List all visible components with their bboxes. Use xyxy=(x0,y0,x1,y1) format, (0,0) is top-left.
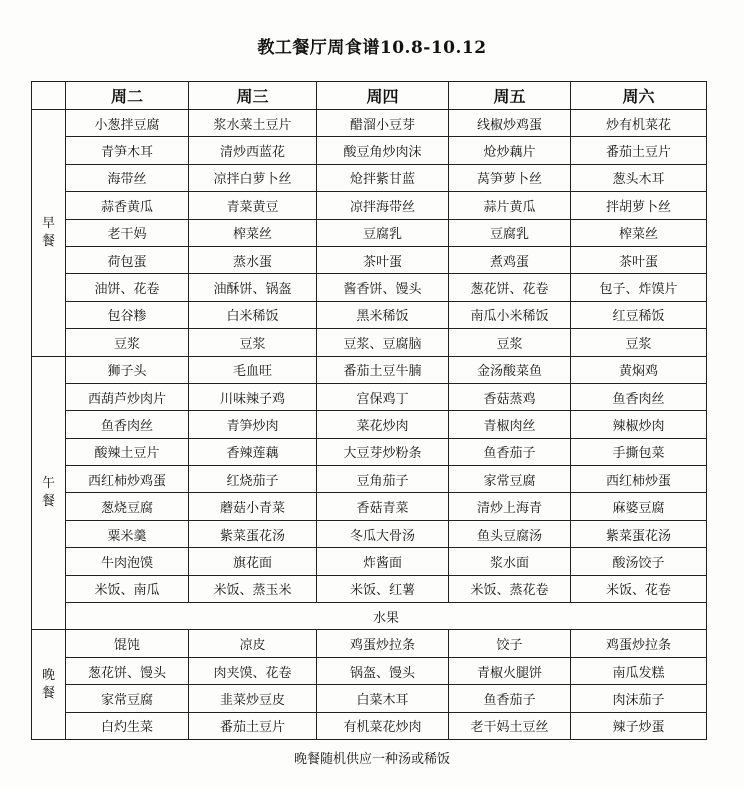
dish-cell: 包子、炸馍片 xyxy=(571,274,707,301)
dish-cell: 鸡蛋炒拉条 xyxy=(317,630,449,657)
dish-cell: 辣椒炒肉 xyxy=(571,411,707,438)
dish-cell: 川味辣子鸡 xyxy=(189,383,317,410)
dish-cell: 鱼头豆腐汤 xyxy=(449,520,571,547)
menu-row xyxy=(32,438,707,465)
dish-cell: 凉拌海带丝 xyxy=(317,192,449,219)
dish-cell: 蒜片黄瓜 xyxy=(449,192,571,219)
menu-row xyxy=(32,301,707,328)
dish-cell: 番茄土豆牛腩 xyxy=(317,356,449,383)
meal-label-char: 午 xyxy=(41,476,55,492)
dish-cell: 清炒上海青 xyxy=(449,493,571,520)
dish-cell: 红豆稀饭 xyxy=(571,301,707,328)
dish-cell: 油酥饼、锅盔 xyxy=(189,274,317,301)
meal-label xyxy=(32,630,66,740)
dish-cell: 西葫芦炒肉片 xyxy=(66,383,189,410)
menu-row xyxy=(32,356,707,383)
dish-cell: 豆浆 xyxy=(571,329,707,356)
menu-row xyxy=(32,575,707,602)
dish-cell: 白灼生菜 xyxy=(66,712,189,739)
meal-label-char: 早 xyxy=(41,216,55,232)
dish-cell: 南瓜小米稀饭 xyxy=(449,301,571,328)
dish-cell: 白米稀饭 xyxy=(189,301,317,328)
menu-title: 教工餐厅周食谱10.8-10.12 xyxy=(257,38,487,58)
dish-cell: 豆腐乳 xyxy=(449,219,571,246)
dish-cell: 黄焖鸡 xyxy=(571,356,707,383)
dish-cell: 香辣莲藕 xyxy=(189,438,317,465)
dish-cell: 茶叶蛋 xyxy=(571,246,707,273)
dish-cell: 葱花饼、花卷 xyxy=(449,274,571,301)
dish-cell: 豆浆 xyxy=(449,329,571,356)
dish-cell: 金汤酸菜鱼 xyxy=(449,356,571,383)
menu-row xyxy=(32,712,707,739)
dish-cell: 豆浆 xyxy=(189,329,317,356)
dish-cell: 饺子 xyxy=(449,630,571,657)
meal-label-char: 餐 xyxy=(41,233,55,249)
dish-cell: 番茄土豆片 xyxy=(189,712,317,739)
dish-cell: 家常豆腐 xyxy=(66,685,189,712)
day-header-row xyxy=(32,82,707,110)
dish-cell: 大豆芽炒粉条 xyxy=(317,438,449,465)
dish-cell: 葱烧豆腐 xyxy=(66,493,189,520)
dish-cell: 拌胡萝卜丝 xyxy=(571,192,707,219)
menu-row xyxy=(32,110,707,137)
dish-cell: 手撕包菜 xyxy=(571,438,707,465)
menu-row xyxy=(32,137,707,164)
dish-cell: 凉皮 xyxy=(189,630,317,657)
dish-cell: 米饭、花卷 xyxy=(571,575,707,602)
dish-cell: 馄饨 xyxy=(66,630,189,657)
dish-cell: 青笋木耳 xyxy=(66,137,189,164)
dish-cell: 鸡蛋炒拉条 xyxy=(571,630,707,657)
day-header: 周二 xyxy=(66,82,189,110)
dish-cell: 家常豆腐 xyxy=(449,466,571,493)
dish-cell: 菜花炒肉 xyxy=(317,411,449,438)
dish-cell: 锅盔、馒头 xyxy=(317,657,449,684)
dish-cell: 黑米稀饭 xyxy=(317,301,449,328)
dish-cell: 蘑菇小青菜 xyxy=(189,493,317,520)
dish-cell: 牛肉泡馍 xyxy=(66,548,189,575)
dish-cell: 鱼香茄子 xyxy=(449,438,571,465)
dish-cell: 蒜香黄瓜 xyxy=(66,192,189,219)
dish-cell: 肉沫茄子 xyxy=(571,685,707,712)
dish-cell: 炝拌紫甘蓝 xyxy=(317,164,449,191)
dish-cell: 米饭、蒸花卷 xyxy=(449,575,571,602)
dish-cell: 白菜木耳 xyxy=(317,685,449,712)
dish-cell: 青椒火腿饼 xyxy=(449,657,571,684)
dish-cell: 煮鸡蛋 xyxy=(449,246,571,273)
meal-label-char: 餐 xyxy=(41,685,55,701)
dish-cell: 炒有机菜花 xyxy=(571,110,707,137)
dish-cell: 清炒西蓝花 xyxy=(189,137,317,164)
dish-cell: 荷包蛋 xyxy=(66,246,189,273)
dish-cell: 豆角茄子 xyxy=(317,466,449,493)
menu-row xyxy=(32,246,707,273)
dish-cell: 浆水面 xyxy=(449,548,571,575)
dish-cell: 酸辣土豆片 xyxy=(66,438,189,465)
day-header: 周五 xyxy=(449,82,571,110)
dish-cell: 粟米羹 xyxy=(66,520,189,547)
menu-row xyxy=(32,274,707,301)
dish-cell: 豆浆 xyxy=(66,329,189,356)
dish-cell: 宫保鸡丁 xyxy=(317,383,449,410)
dish-cell: 韭菜炒豆皮 xyxy=(189,685,317,712)
dish-cell: 豆腐乳 xyxy=(317,219,449,246)
menu-row xyxy=(32,630,707,657)
dish-cell: 炝炒藕片 xyxy=(449,137,571,164)
corner-cell xyxy=(32,82,66,110)
meal-label xyxy=(32,356,66,630)
dish-cell: 米饭、南瓜 xyxy=(66,575,189,602)
weekly-menu-table xyxy=(31,81,707,740)
dish-cell: 青椒肉丝 xyxy=(449,411,571,438)
dish-cell: 老干妈 xyxy=(66,219,189,246)
fruit-note: 水果 xyxy=(66,603,707,630)
dish-cell: 酸豆角炒肉沫 xyxy=(317,137,449,164)
menu-row xyxy=(32,520,707,547)
dish-cell: 鱼香肉丝 xyxy=(571,383,707,410)
dish-cell: 西红柿炒鸡蛋 xyxy=(66,466,189,493)
dish-cell: 毛血旺 xyxy=(189,356,317,383)
day-header: 周三 xyxy=(189,82,317,110)
dish-cell: 酸汤饺子 xyxy=(571,548,707,575)
dish-cell: 莴笋萝卜丝 xyxy=(449,164,571,191)
dish-cell: 浆水菜土豆片 xyxy=(189,110,317,137)
dish-cell: 青菜黄豆 xyxy=(189,192,317,219)
dish-cell: 香菇蒸鸡 xyxy=(449,383,571,410)
dish-cell: 米饭、蒸玉米 xyxy=(189,575,317,602)
dish-cell: 有机菜花炒肉 xyxy=(317,712,449,739)
dish-cell: 鱼香茄子 xyxy=(449,685,571,712)
meal-label xyxy=(32,110,66,357)
menu-row xyxy=(32,466,707,493)
meal-label-char: 晚 xyxy=(41,668,55,684)
dish-cell: 凉拌白萝卜丝 xyxy=(189,164,317,191)
dish-cell: 紫菜蛋花汤 xyxy=(189,520,317,547)
footnote: 晚餐随机供应一种汤或稀饭 xyxy=(293,752,450,767)
dish-cell: 老干妈土豆丝 xyxy=(449,712,571,739)
dish-cell: 冬瓜大骨汤 xyxy=(317,520,449,547)
menu-row xyxy=(32,657,707,684)
dish-cell: 炸酱面 xyxy=(317,548,449,575)
menu-row xyxy=(32,219,707,246)
dish-cell: 肉夹馍、花卷 xyxy=(189,657,317,684)
dish-cell: 海带丝 xyxy=(66,164,189,191)
dish-cell: 蒸水蛋 xyxy=(189,246,317,273)
dish-cell: 鱼香肉丝 xyxy=(66,411,189,438)
day-header: 周六 xyxy=(571,82,707,110)
dish-cell: 红烧茄子 xyxy=(189,466,317,493)
dish-cell: 西红柿炒蛋 xyxy=(571,466,707,493)
menu-row xyxy=(32,548,707,575)
dish-cell: 醋溜小豆芽 xyxy=(317,110,449,137)
dish-cell: 南瓜发糕 xyxy=(571,657,707,684)
menu-row xyxy=(32,685,707,712)
dish-cell: 榨菜丝 xyxy=(189,219,317,246)
dish-cell: 葱花饼、馒头 xyxy=(66,657,189,684)
menu-row xyxy=(32,411,707,438)
menu-row xyxy=(32,164,707,191)
dish-cell: 酱香饼、馒头 xyxy=(317,274,449,301)
dish-cell: 油饼、花卷 xyxy=(66,274,189,301)
dish-cell: 青笋炒肉 xyxy=(189,411,317,438)
dish-cell: 小葱拌豆腐 xyxy=(66,110,189,137)
dish-cell: 辣子炒蛋 xyxy=(571,712,707,739)
dish-cell: 紫菜蛋花汤 xyxy=(571,520,707,547)
dish-cell: 葱头木耳 xyxy=(571,164,707,191)
menu-row xyxy=(32,493,707,520)
dish-cell: 线椒炒鸡蛋 xyxy=(449,110,571,137)
dish-cell: 豆浆、豆腐脑 xyxy=(317,329,449,356)
menu-row xyxy=(32,329,707,356)
dish-cell: 茶叶蛋 xyxy=(317,246,449,273)
menu-row xyxy=(32,383,707,410)
menu-row xyxy=(32,192,707,219)
meal-label-char: 餐 xyxy=(41,493,55,509)
dish-cell: 番茄土豆片 xyxy=(571,137,707,164)
note-row xyxy=(32,603,707,630)
dish-cell: 米饭、红薯 xyxy=(317,575,449,602)
dish-cell: 旗花面 xyxy=(189,548,317,575)
dish-cell: 香菇青菜 xyxy=(317,493,449,520)
dish-cell: 榨菜丝 xyxy=(571,219,707,246)
day-header: 周四 xyxy=(317,82,449,110)
dish-cell: 狮子头 xyxy=(66,356,189,383)
dish-cell: 包谷糁 xyxy=(66,301,189,328)
dish-cell: 麻婆豆腐 xyxy=(571,493,707,520)
